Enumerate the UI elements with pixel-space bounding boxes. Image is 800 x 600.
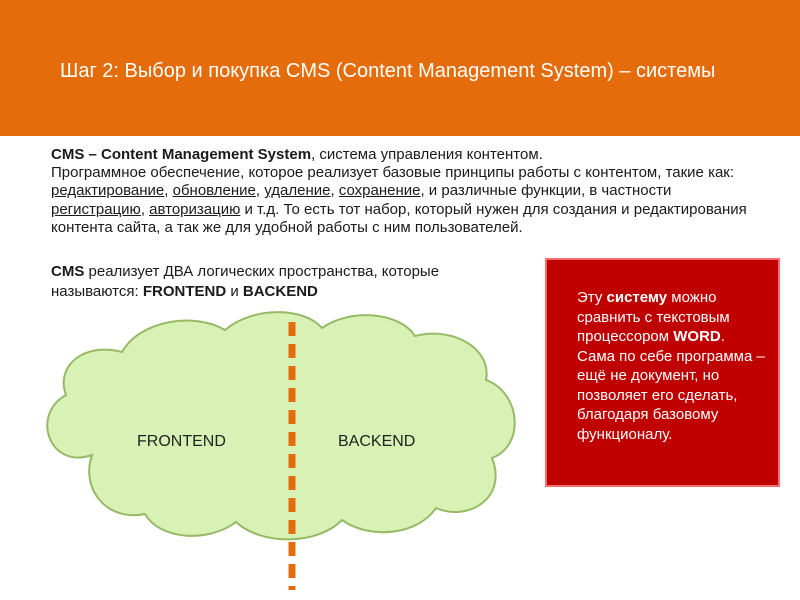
description-text: , и различные функции, в частности — [420, 182, 672, 200]
spaces-and: и — [226, 283, 243, 300]
description-text: и т.д. То есть тот набор, который нужен для создания и редактирования контента сайта, а так же для удобной работы с ним пользователей. — [51, 200, 747, 237]
function-saving: сохранение — [338, 182, 421, 200]
callout-part: можно сравнить с текстовым процессором — [577, 289, 730, 345]
cloud-shape — [47, 312, 514, 539]
callout-part: Эту — [577, 289, 607, 306]
description-text: Программное обеспечение, которое реализует базовые принципы работы с контентом, такие как: — [51, 164, 735, 181]
function-updating: обновление — [172, 182, 256, 200]
spaces-text: реализует ДВА логических пространства, которые называются: — [51, 263, 440, 300]
callout-part: . Сама по себе программа – ещё не документ, но позволяет его сделать, благодаря базовому функционалу. — [577, 328, 765, 443]
cms-term: CMS – Content Management System — [51, 146, 312, 163]
function-registration: регистрацию — [51, 200, 141, 218]
backend-term: BACKEND — [242, 283, 318, 300]
separator: , — [255, 182, 265, 200]
separator: , — [330, 182, 339, 200]
callout-emphasis-system: систему — [606, 289, 668, 306]
cms-abbr: CMS — [51, 263, 85, 280]
function-editing: редактирование — [51, 182, 165, 200]
separator: , — [140, 200, 150, 218]
function-authorization: авторизацию — [149, 200, 241, 218]
frontend-label: FRONTEND — [137, 433, 226, 450]
slide-title: Шаг 2: Выбор и покупка CMS (Content Management System) – системы — [60, 60, 716, 82]
cms-definition-rest: , система управления контентом. — [311, 146, 543, 163]
callout-emphasis-word: WORD — [673, 328, 721, 345]
backend-label: BACKEND — [338, 433, 416, 450]
separator: , — [164, 182, 173, 200]
frontend-term: FRONTEND — [142, 283, 227, 300]
callout-text — [577, 288, 767, 444]
function-deleting: удаление — [264, 182, 331, 200]
